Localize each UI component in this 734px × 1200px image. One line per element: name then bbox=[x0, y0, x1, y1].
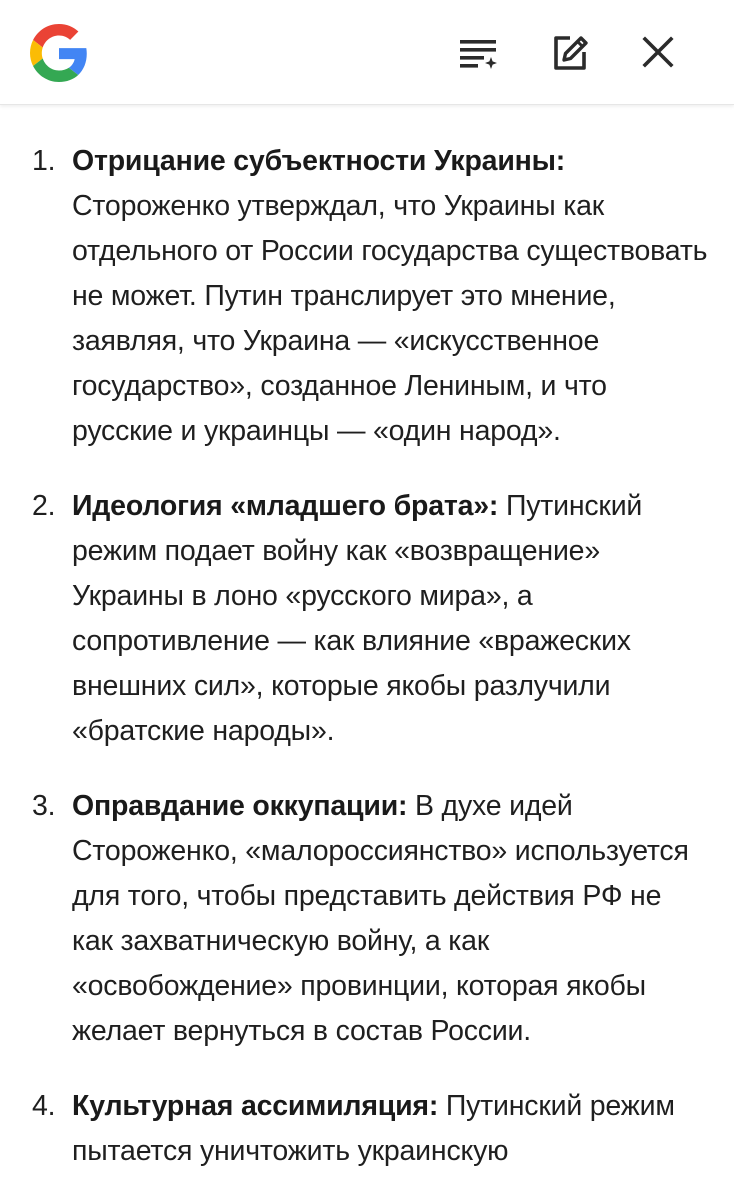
item-text: В духе идей Стороженко, «малороссиянство» используется для того, чтобы представить действия РФ не как захватническую войну, а как «освобождение» провинции, которая якобы желает вернуться в состав России. bbox=[72, 790, 689, 1047]
list-item bbox=[0, 484, 734, 754]
item-text: Путинский режим подает войну как «возвращение» Украины в лоно «русского мира», а сопротивление — как влияние «вражеских внешних сил», которые якобы разлучили «братские народы». bbox=[72, 490, 643, 747]
item-number: 3. bbox=[32, 790, 56, 822]
item-title: Культурная ассимиляция: bbox=[72, 1090, 446, 1122]
list-sparkle-icon[interactable] bbox=[456, 30, 500, 74]
item-text: Стороженко утверждал, что Украины как отдельного от России государства существовать не может. Путин транслирует это мнение, заявляя, что Украина — «искусственное государство», созданное Лениным, и что русские и украинцы — «один народ». bbox=[72, 190, 708, 447]
item-title: Оправдание оккупации: bbox=[72, 790, 416, 822]
list-item bbox=[0, 784, 734, 1054]
item-title: Отрицание субъектности Украины: bbox=[72, 145, 566, 177]
response-content bbox=[0, 104, 734, 1200]
list-item bbox=[0, 1084, 734, 1174]
numbered-list bbox=[0, 139, 734, 1200]
item-number: 2. bbox=[32, 490, 56, 522]
list-item bbox=[0, 139, 734, 454]
item-number: 4. bbox=[32, 1090, 56, 1122]
item-text: Путинский режим пытается уничтожить украинскую bbox=[72, 1090, 675, 1167]
edit-icon[interactable] bbox=[548, 30, 592, 74]
google-logo[interactable] bbox=[30, 24, 88, 82]
close-icon[interactable] bbox=[636, 30, 680, 74]
item-number: 1. bbox=[32, 145, 56, 177]
top-bar bbox=[0, 0, 734, 105]
item-title: Идеология «младшего брата»: bbox=[72, 490, 506, 522]
